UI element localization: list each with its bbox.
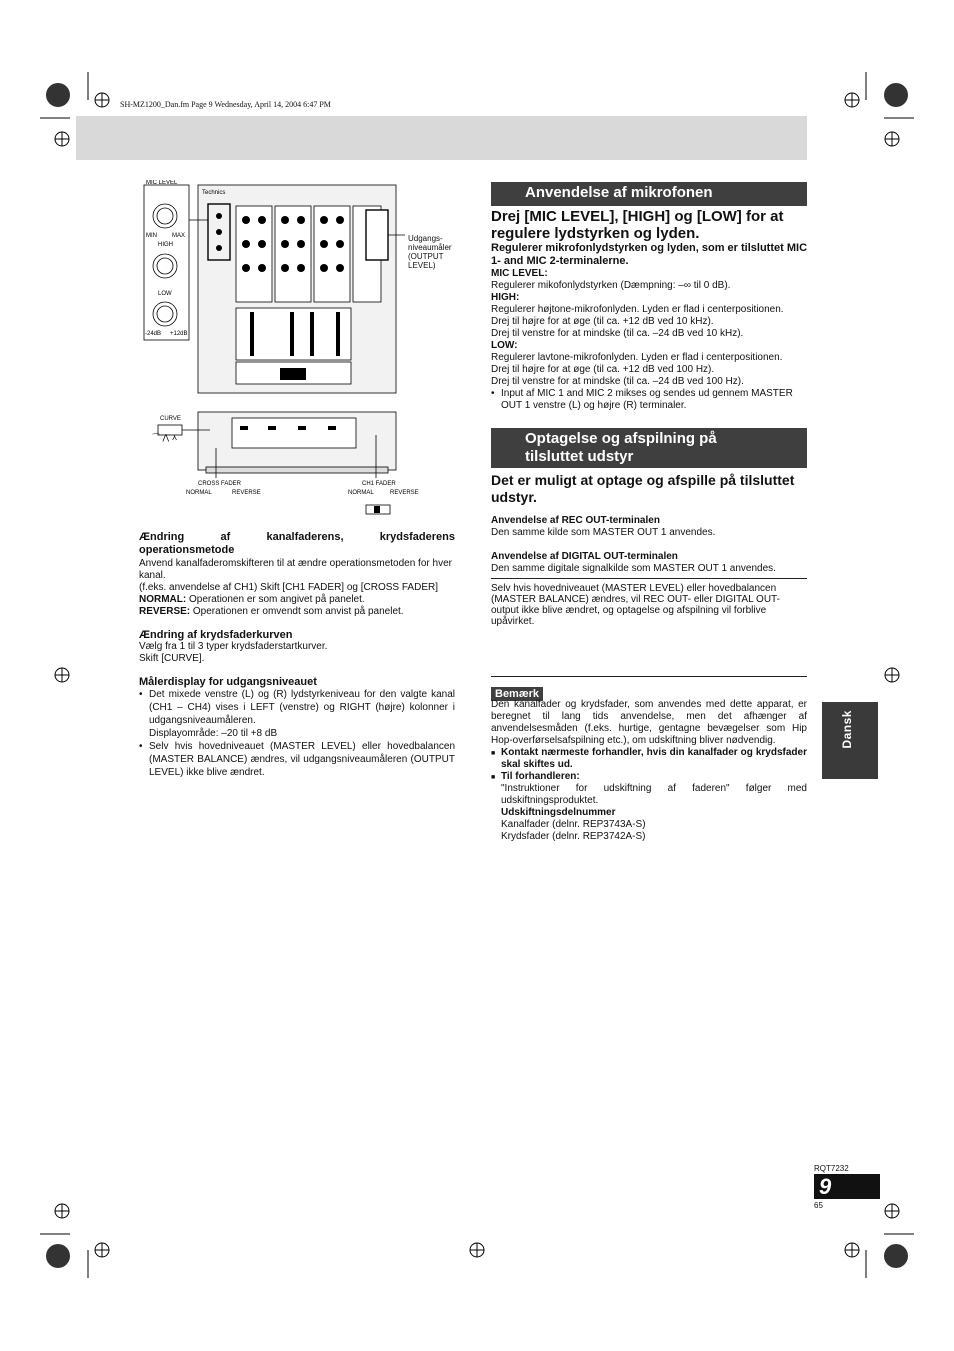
curve-glyphs: ⌒ ⋀ ⋏ <box>152 433 178 442</box>
reverse-label-2: REVERSE <box>390 490 419 496</box>
mic-level-label: MIC LEVEL <box>146 180 178 186</box>
s1-p2: (f.eks. anvendelse af CH1) Skift [CH1 FADER] og [CROSS FADER] <box>139 582 438 593</box>
knob-high-label: HIGH <box>158 242 173 248</box>
s3-list <box>139 688 455 779</box>
file-header: SH-MZ1200_Dan.fm Page 9 Wednesday, April 14, 2004 6:47 PM <box>120 100 331 109</box>
normal-label-1: NORMAL <box>186 490 212 496</box>
s3-bullet-2: • Selv hvis hovedniveauet (MASTER LEVEL) eller hovedbalancen (MASTER BALANCE) ændres, vil udgangsniveaumåleren (OUTPUT LEVEL) ikke blive ændret. <box>149 740 455 779</box>
knob-low-label: LOW <box>158 291 172 297</box>
s1-heading-2: operationsmetode <box>139 544 235 556</box>
mic-body: Regulerer mikrofonlydstyrken og lyden, som er tilsluttet MIC 1- and MIC 2-terminalerne. MIC LEVEL: Regulerer mikofonlydstyrken (Dæmpning: –∞ til 0 dB). HIGH: Regulerer højtone-mikrofonlyden. Lyden er flad i centerpositionen. Drej til højre for at øge (til ca. +12 dB ved 10 kHz). Drej til venstre for at mindske (til ca. –24 dB ved 10 kHz). LOW: Regulerer lavtone-mikrofonlyden. Lyden er flad i centerpositionen. Drej til højre for at øge (til ca. +12 dB ved 100 Hz). Drej til venstre for at mindske (til ca. –24 dB ved 100 Hz). • Input af MIC 1 and MIC 2 mikses og sendes ud gennem MASTER OUT 1 venstre (L) og højre (R) terminaler. <box>491 242 807 412</box>
reverse-label-1: REVERSE <box>232 490 261 496</box>
s3-heading: Målerdisplay for udgangsniveauet <box>139 676 317 688</box>
left-column <box>139 531 455 779</box>
rec-heading: Det er muligt at optage og afspille på tilsluttet udstyr. <box>491 472 795 505</box>
s2-p2: Skift [CURVE]. <box>139 653 205 664</box>
knob-minus24-label: -24dB <box>145 331 162 337</box>
header-band <box>76 116 807 160</box>
language-tab: Dansk <box>822 702 878 779</box>
note-body: Den kanalfader og krydsfader, som anvendes med dette apparat, er beregnet til lang tids anvendelse, men det afhænger af anvendelsesmåden (f.eks. hurtige, gentagne bevægelser som Hip Hop-overførselsafspilning etc.), om udskiftning bliver nødvendig. ■ Kontakt nærmeste forhandler, hvis din kanalfader og krydsfader skal skiftes ud. ■ Til forhandleren: "Instruktioner for udskiftning af faderen" følger med udskiftningsproduktet. Udskiftningsdelnummer Kanalfader (delnr. REP3743A-S) Krydsfader (delnr. REP3742A-S) <box>491 699 807 843</box>
s1-p1: Anvend kanalfaderomskifteren til at ændre operationsmetoden for hver kanal. <box>139 558 452 581</box>
mic-heading: Drej [MIC LEVEL], [HIGH] og [LOW] for at regulere lydstyrken og lyden. <box>491 208 784 242</box>
s2-heading: Ændring af krydsfaderkurven <box>139 629 293 641</box>
knob-plus12-label: +12dB <box>170 331 188 337</box>
normal-label-2: NORMAL <box>348 490 374 496</box>
s1-heading: Ændring af kanalfaderens, krydsfaderens <box>139 531 455 543</box>
s3-bullet-1: • Det mixede venstre (L) og (R) lydstyrkeniveau for den valgte kanal (CH1 – CH4) vises i LEFT (venstre) og RIGHT (højre) kolonner i udgangsniveaumåleren. Displayområde: –20 til +8 dB <box>149 688 455 740</box>
curve-label: CURVE <box>160 416 181 422</box>
page-number-box: 9 <box>814 1174 880 1199</box>
note-label: Bemærk <box>491 684 543 702</box>
cross-fader-label: CROSS FADER <box>198 481 242 487</box>
s1-reverse: REVERSE: Operationen er omvendt som anvist på panelet. <box>139 606 404 617</box>
section-bar-recording: Optagelse og afspilning på tilsluttet udstyr <box>491 428 807 468</box>
note-divider <box>491 676 807 677</box>
s2-p1: Vælg fra 1 til 3 typer krydsfaderstartkurver. <box>139 641 328 652</box>
brand-logo: Technics <box>202 190 226 196</box>
section-bar-microphone: Anvendelse af mikrofonen <box>491 182 807 206</box>
page-number-small: 65 <box>814 1201 823 1210</box>
s1-normal: NORMAL: Operationen er som angivet på panelet. <box>139 594 365 605</box>
mixer-diagram <box>140 180 480 520</box>
output-level-caption: Udgangs- niveaumåler (OUTPUT LEVEL) <box>408 234 452 270</box>
doc-code: RQT7232 <box>814 1164 849 1173</box>
ch1-fader-label: CH1 FADER <box>362 481 396 487</box>
rec-body: Anvendelse af REC OUT-terminalen Den samme kilde som MASTER OUT 1 anvendes. Anvendelse af DIGITAL OUT-terminalen Den samme digitale signalkilde som MASTER OUT 1 anvendes. Selv hvis hovedniveauet (MASTER LEVEL) eller hovedbalancen (MASTER BALANCE) ændres, vil REC OUT- eller DIGITAL OUT-output ikke blive ændret, og optagelse og afspilning vil forblive upåvirket. <box>491 515 807 627</box>
knob-max-label: MAX <box>172 233 186 239</box>
knob-min-label: MIN <box>146 233 157 239</box>
